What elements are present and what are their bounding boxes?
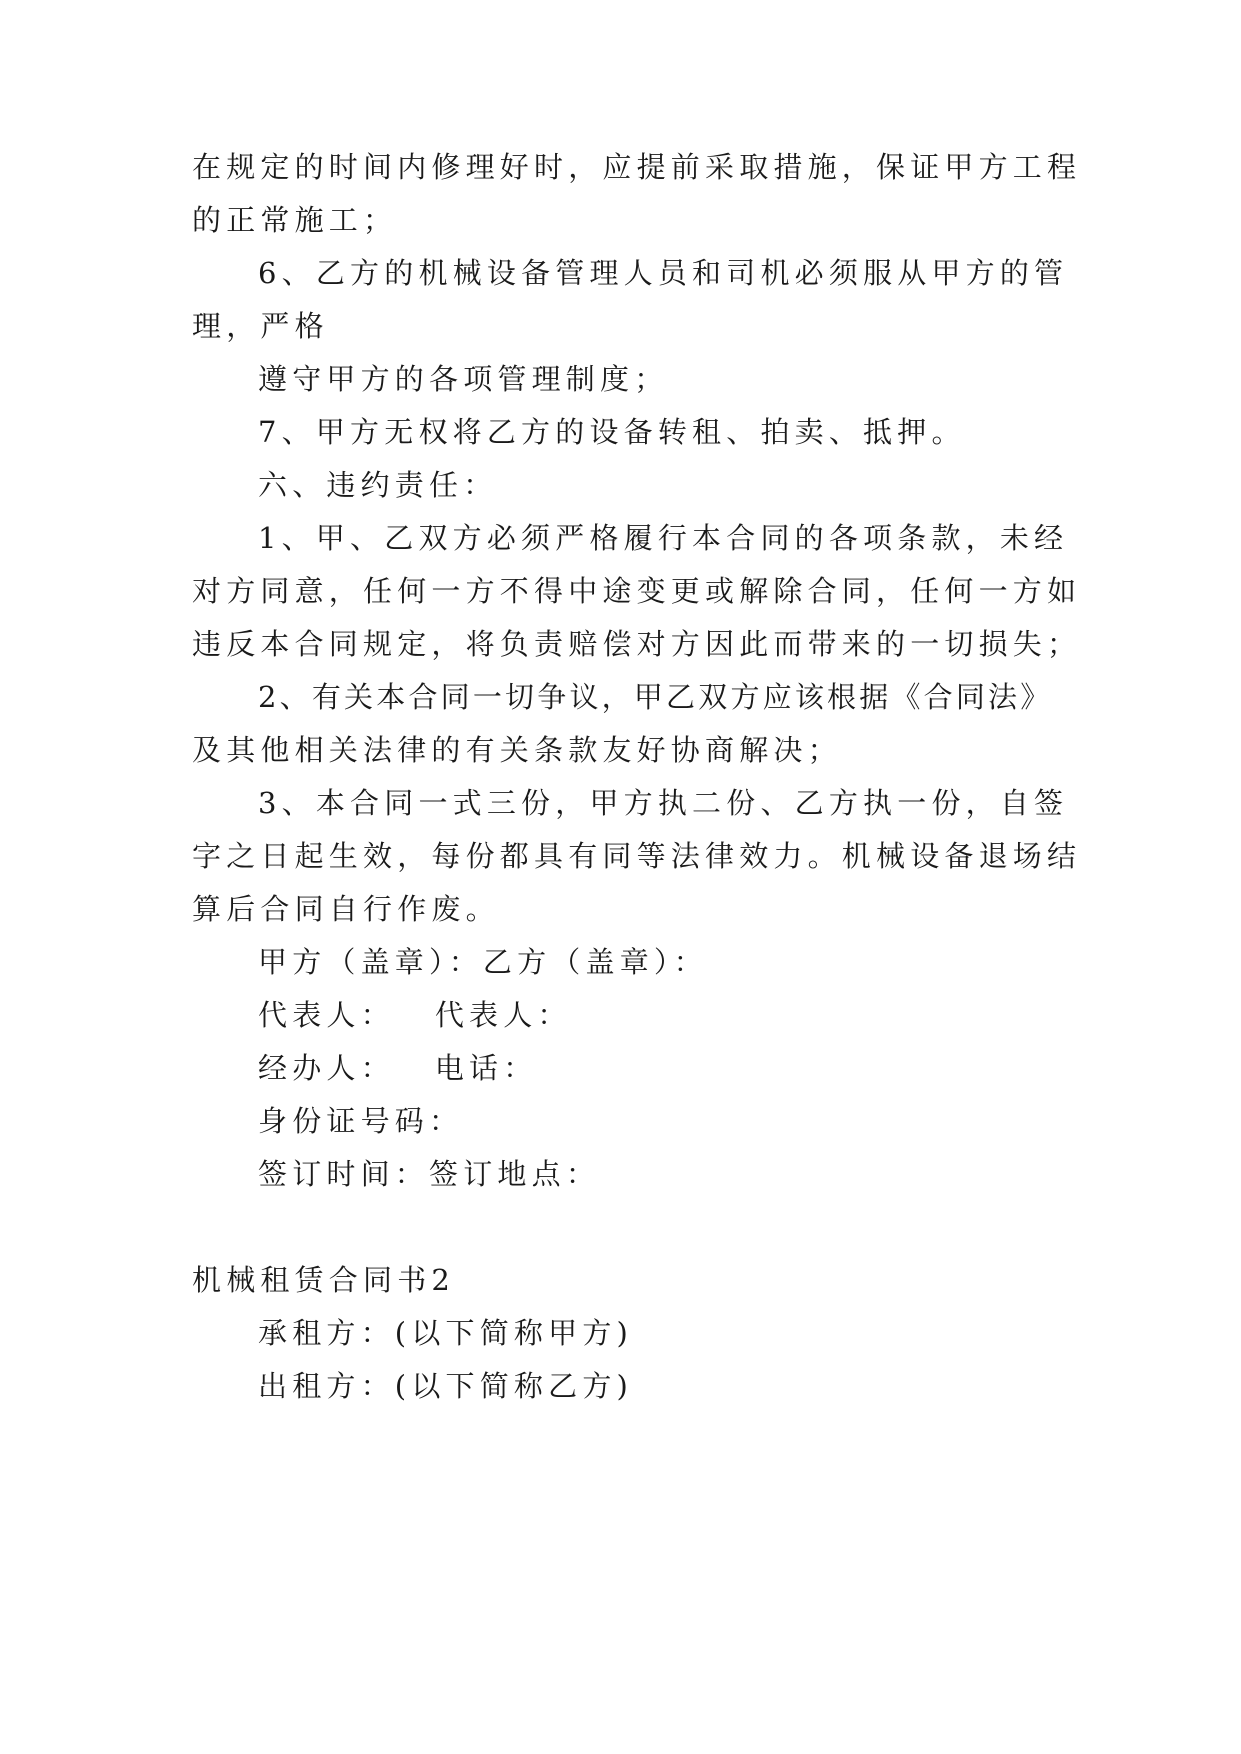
id-number: 身份证号码： [258, 1104, 464, 1138]
representative-line [258, 995, 572, 1035]
lessor-line: 出租方：(以下简称乙方) [258, 1369, 634, 1403]
sign-time: 签订时间： [258, 1157, 430, 1191]
body-line: 字之日起生效，每份都具有同等法律效力。机械设备退场结 [192, 839, 1082, 873]
body-line: 遵守甲方的各项管理制度； [258, 362, 669, 396]
handler: 经办人： [258, 1051, 395, 1085]
body-line: 的正常施工； [192, 203, 398, 237]
sign-line [258, 1154, 600, 1194]
party-b-seal: 乙方（盖章）： [482, 945, 708, 979]
rep-b: 代表人： [434, 998, 572, 1032]
body-line: 1、甲、乙双方必须严格履行本合同的各项条款，未经 [258, 521, 1069, 555]
body-line: 3、本合同一式三份，甲方执二份、乙方执一份，自签 [258, 786, 1069, 820]
body-line: 2、有关本合同一切争议，甲乙双方应该根据《合同法》 [258, 680, 1053, 714]
sign-place: 签订地点： [429, 1157, 601, 1191]
party-a-seal: 甲方（盖章）： [258, 945, 483, 979]
handler-line [258, 1048, 537, 1088]
body-line: 理，严格 [192, 309, 329, 343]
body-line: 在规定的时间内修理好时，应提前采取措施，保证甲方工程 [192, 150, 1082, 184]
seal-line [258, 942, 708, 982]
body-line: 违反本合同规定，将负责赔偿对方因此而带来的一切损失； [192, 627, 1082, 661]
body-line: 算后合同自行作废。 [192, 892, 500, 926]
lessee-line: 承租方：(以下简称甲方) [258, 1316, 634, 1350]
body-line: 7、甲方无权将乙方的设备转租、拍卖、抵押。 [258, 415, 966, 449]
rep-a: 代表人： [258, 998, 395, 1032]
section-heading: 六、违约责任： [258, 468, 498, 502]
phone: 电话： [434, 1051, 538, 1085]
section2-title: 机械租赁合同书2 [192, 1263, 456, 1297]
body-line: 对方同意，任何一方不得中途变更或解除合同，任何一方如 [192, 574, 1082, 608]
body-line: 及其他相关法律的有关条款友好协商解决； [192, 733, 842, 767]
body-line: 6、乙方的机械设备管理人员和司机必须服从甲方的管 [258, 256, 1069, 290]
